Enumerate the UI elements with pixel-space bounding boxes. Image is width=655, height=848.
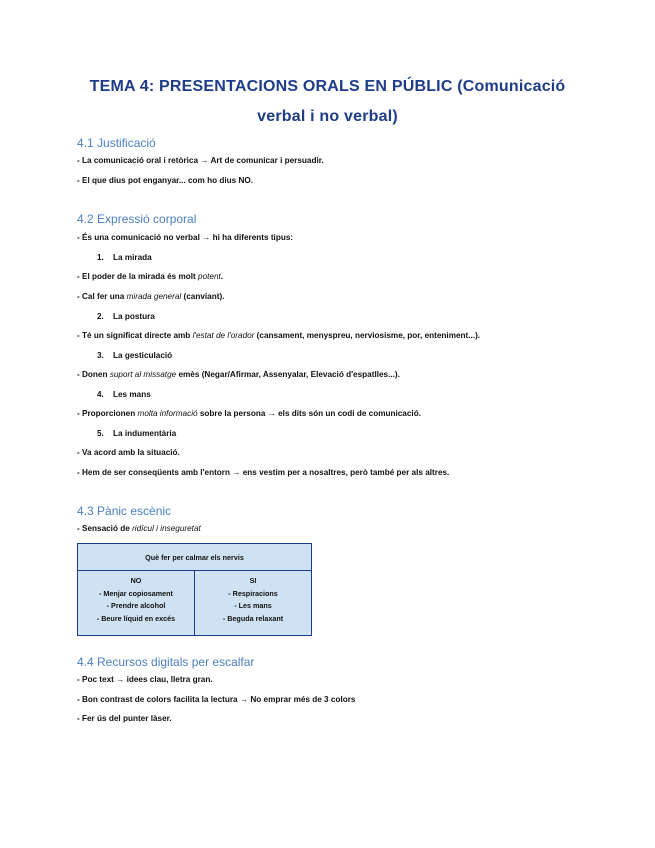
heading-4-4: 4.4 Recursos digitals per escalfar (77, 655, 255, 669)
list-item-mans (97, 390, 151, 400)
table-header: Què fer per calmar els nervis (78, 544, 311, 571)
list-label: La postura (113, 312, 155, 321)
text-italic: suport al missatge (109, 370, 177, 379)
list-label: La gesticulació (113, 351, 173, 360)
table-cell: - Respiracions (228, 588, 278, 598)
paragraph-panic (77, 524, 201, 534)
paragraph-postura (77, 331, 480, 341)
paragraph-mans (77, 409, 421, 419)
list-item-mirada (97, 253, 152, 263)
text-italic: l'estat de l'orador (192, 331, 255, 340)
text: - Té un significat directe amb (77, 331, 193, 340)
table-column-si (195, 571, 311, 636)
page-title-line-1: TEMA 4: PRESENTACIONS ORALS EN PÚBLIC (Comunicació (89, 78, 566, 95)
paragraph-indumentaria-1: - Va acord amb la situació. (77, 448, 180, 457)
list-item-postura (97, 312, 155, 322)
list-number: 2. (97, 312, 104, 321)
list-number: 3. (97, 351, 104, 360)
column-label-no: NO (130, 576, 142, 585)
table-cell: - Menjar copiosament (99, 588, 173, 598)
text: - Proporcionen (77, 409, 138, 418)
heading-4-3: 4.3 Pànic escènic (77, 504, 172, 518)
calm-nerves-table (77, 543, 312, 636)
text: sobre la persona → els dits són un codi de comunicació. (197, 409, 421, 418)
text: emès (Negar/Afirmar, Assenyalar, Elevació d'espatlles...). (176, 370, 400, 379)
paragraph-intro: - És una comunicació no verbal → hi ha diferents tipus: (77, 233, 294, 242)
table-cell: - Beguda relaxant (222, 613, 284, 623)
paragraph-gesticulacio (77, 370, 400, 380)
column-label-si: SI (249, 576, 257, 585)
text: (cansament, menyspreu, nerviosisme, por, enteniment...). (254, 331, 481, 340)
paragraph-mirada-2 (77, 292, 224, 302)
text: - Donen (77, 370, 110, 379)
text: . (220, 272, 224, 281)
paragraph-mirada-1 (77, 272, 223, 282)
paragraph-retorica: - La comunicació oral i retòrica → Art de comunicar i persuadir. (77, 156, 324, 165)
paragraph-poc-text: - Poc text → idees clau, lletra gran. (77, 675, 213, 684)
list-number: 1. (97, 253, 104, 262)
table-cell: - Beure líquid en excés (96, 613, 176, 623)
paragraph-contrast: - Bon contrast de colors facilita la lectura → No emprar més de 3 colors (77, 695, 356, 704)
text: - El poder de la mirada és molt (77, 272, 199, 281)
text-italic: mirada general (126, 292, 182, 301)
list-label: La mirada (113, 253, 152, 262)
list-label: La indumentària (113, 429, 177, 438)
table-cell: - Les mans (234, 601, 272, 610)
text: - Sensació de (77, 524, 133, 533)
list-item-gesticulacio (97, 351, 172, 361)
paragraph-indumentaria-2: - Hem de ser conseqüents amb l'entorn → ens vestim per a nosaltres, però també per als altres. (77, 468, 450, 477)
page-title-line-2: verbal i no verbal) (257, 108, 398, 125)
paragraph-punter: - Fer ús del punter làser. (77, 714, 172, 723)
list-number: 4. (97, 390, 104, 399)
text-italic: molta informació (137, 409, 198, 418)
paragraph-enganyar: - El que dius pot enganyar... com ho dius NO. (77, 176, 254, 185)
table-column-no (78, 571, 195, 636)
table-cell: - Prendre alcohol (106, 601, 166, 610)
list-number: 5. (97, 429, 104, 438)
text: (canviant). (181, 292, 225, 301)
list-item-indumentaria (97, 429, 176, 439)
list-label: Les mans (113, 390, 151, 399)
text: - Cal fer una (77, 292, 127, 301)
text-italic: potent (198, 272, 221, 281)
heading-4-2: 4.2 Expressió corporal (77, 212, 197, 226)
heading-4-1: 4.1 Justificació (77, 136, 156, 150)
text-italic: ridícul i inseguretat (132, 524, 201, 533)
